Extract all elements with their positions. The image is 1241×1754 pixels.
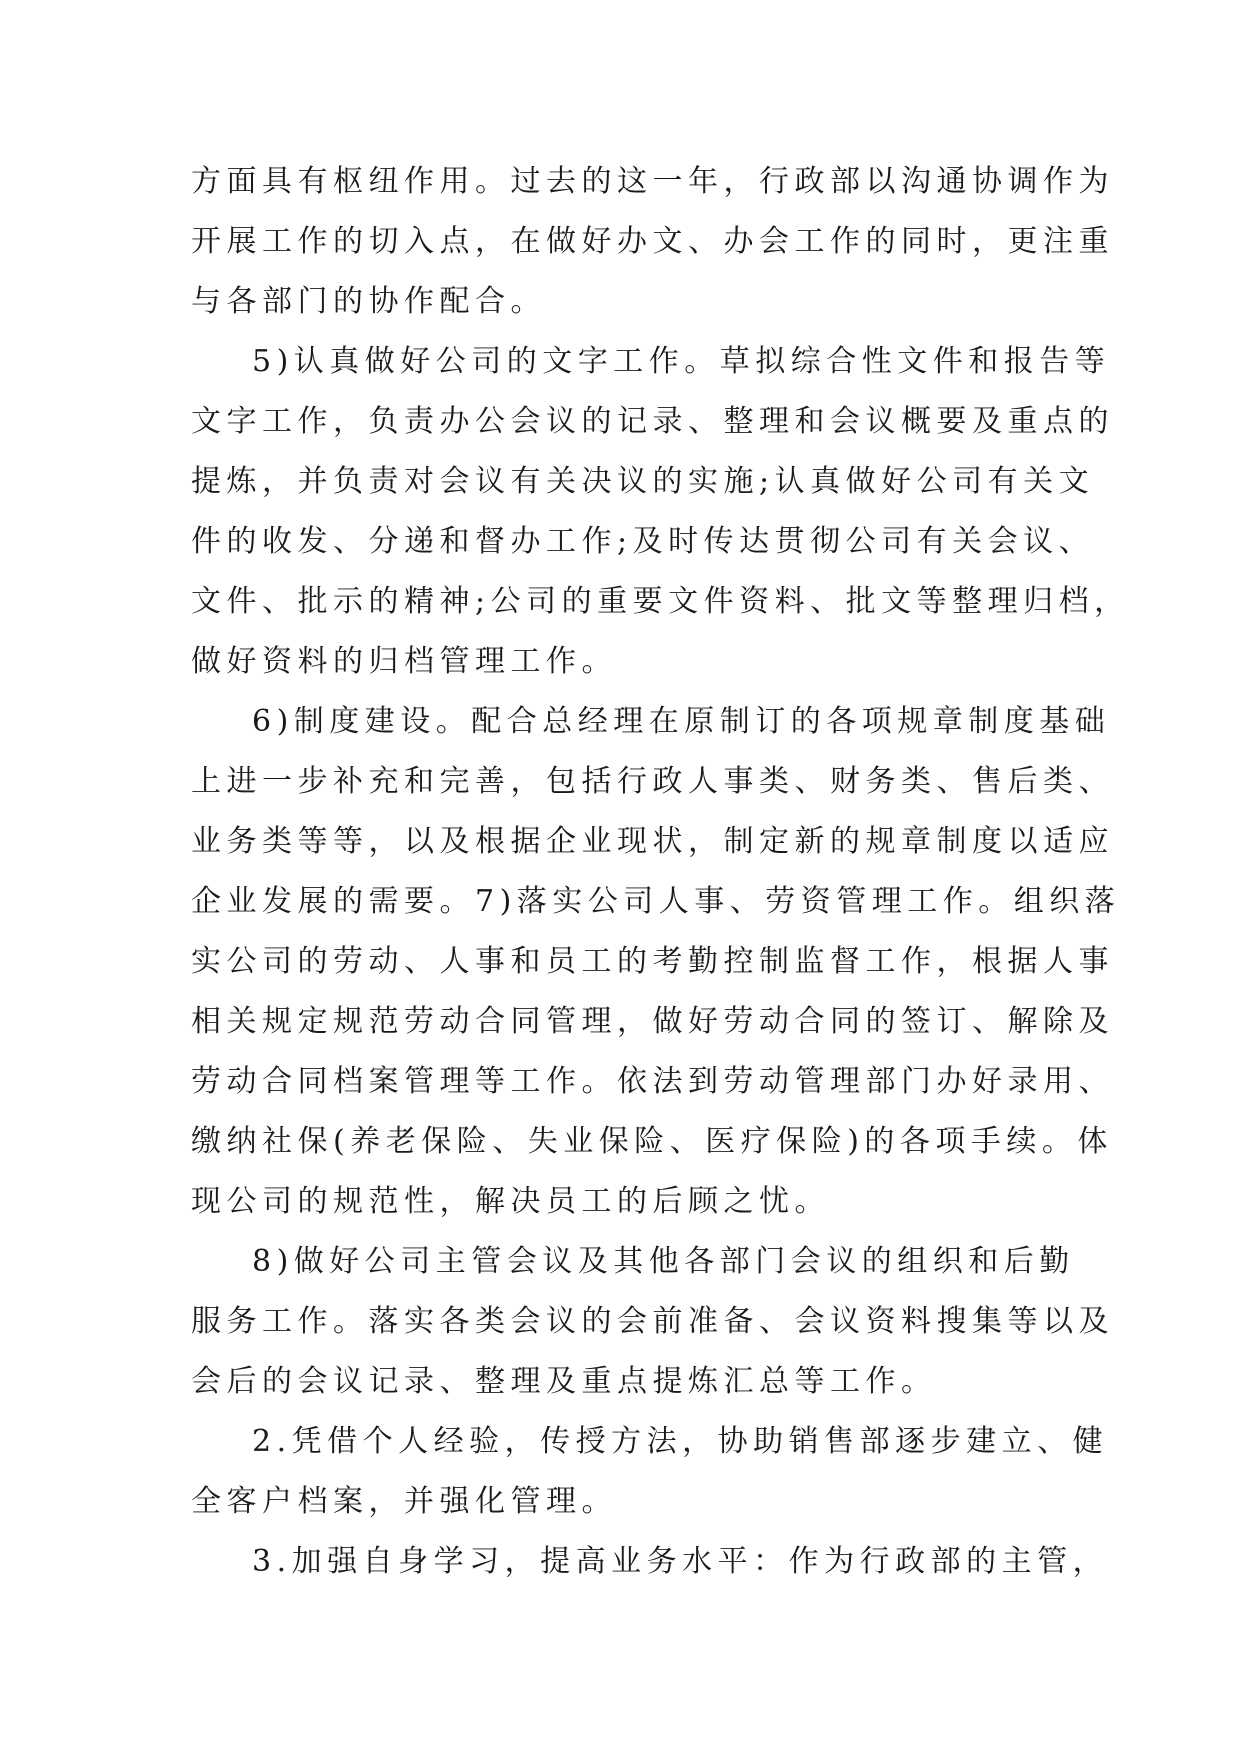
- text-line: 件的收发、分递和督办工作;及时传达贯彻公司有关会议、: [191, 524, 1095, 559]
- text-line: 服务工作。落实各类会议的会前准备、会议资料搜集等以及: [191, 1304, 1114, 1339]
- text-line: 与各部门的协作配合。: [191, 284, 546, 319]
- text-line: 劳动合同档案管理等工作。依法到劳动管理部门办好录用、: [191, 1064, 1114, 1099]
- text-line: 企业发展的需要。7)落实公司人事、劳资管理工作。组织落: [191, 884, 1121, 919]
- text-line: 全客户档案，并强化管理。: [191, 1484, 617, 1519]
- paragraph-start-line: 2.凭借个人经验，传授方法，协助销售部逐步建立、健: [252, 1424, 1109, 1459]
- text-line: 方面具有枢纽作用。过去的这一年，行政部以沟通协调作为: [191, 164, 1114, 199]
- text-line: 开展工作的切入点，在做好办文、办会工作的同时，更注重: [191, 224, 1114, 259]
- text-line: 会后的会议记录、整理及重点提炼汇总等工作。: [191, 1364, 937, 1399]
- text-line: 缴纳社保(养老保险、失业保险、医疗保险)的各项手续。体: [191, 1124, 1113, 1159]
- text-line: 文字工作，负责办公会议的记录、整理和会议概要及重点的: [191, 404, 1114, 439]
- text-line: 相关规定规范劳动合同管理，做好劳动合同的签订、解除及: [191, 1004, 1114, 1039]
- text-line: 现公司的规范性，解决员工的后顾之忧。: [191, 1184, 830, 1219]
- text-line: 上进一步补充和完善，包括行政人事类、财务类、售后类、: [191, 764, 1114, 799]
- paragraph-start-line: 8)做好公司主管会议及其他各部门会议的组织和后勤: [252, 1244, 1075, 1279]
- text-line: 实公司的劳动、人事和员工的考勤控制监督工作，根据人事: [191, 944, 1114, 979]
- paragraph-start-line: 6)制度建设。配合总经理在原制订的各项规章制度基础: [252, 704, 1111, 739]
- paragraph-start-line: 3.加强自身学习，提高业务水平：作为行政部的主管，: [252, 1544, 1109, 1579]
- text-line: 提炼，并负责对会议有关决议的实施;认真做好公司有关文: [191, 464, 1095, 499]
- text-line: 做好资料的归档管理工作。: [191, 644, 617, 679]
- text-line: 业务类等等，以及根据企业现状，制定新的规章制度以适应: [191, 824, 1114, 859]
- paragraph-start-line: 5)认真做好公司的文字工作。草拟综合性文件和报告等: [252, 344, 1111, 379]
- text-line: 文件、批示的精神;公司的重要文件资料、批文等整理归档，: [191, 584, 1130, 619]
